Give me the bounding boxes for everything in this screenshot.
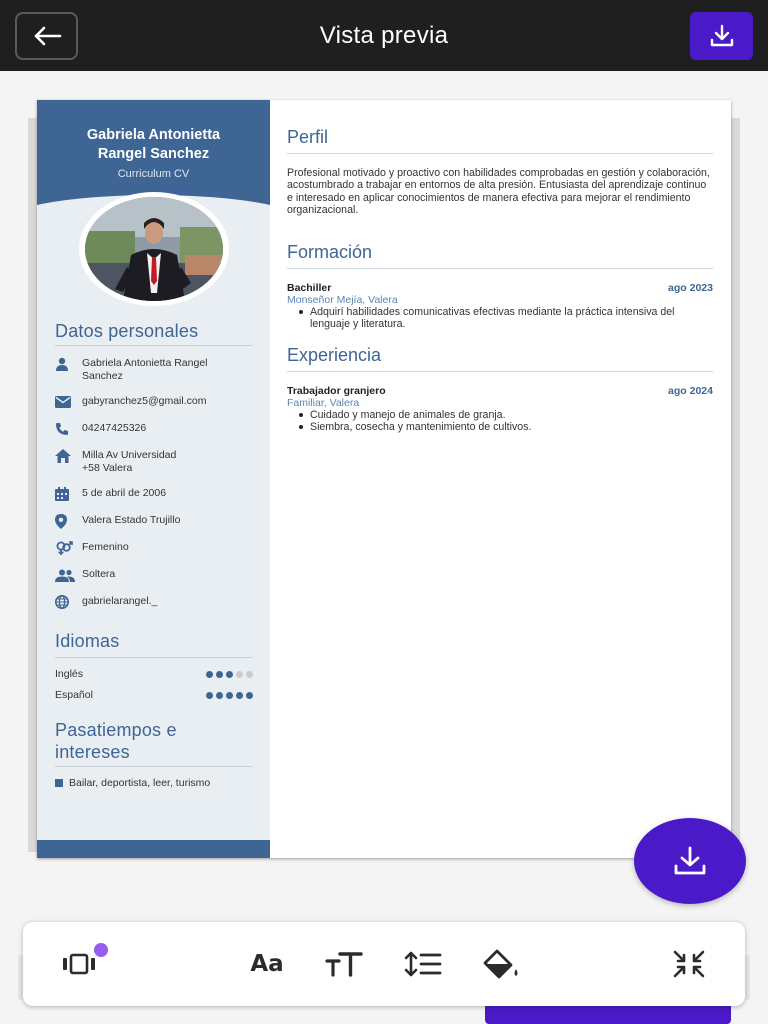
resume-name xyxy=(37,126,270,164)
language-name: Español xyxy=(55,689,93,701)
name-line-2: Rangel Sanchez xyxy=(97,146,210,162)
info-row-phone xyxy=(55,422,255,436)
personal-data-heading: Datos personales xyxy=(55,321,199,341)
line-spacing-icon xyxy=(404,951,442,977)
divider xyxy=(287,371,713,372)
education-date: ago 2023 xyxy=(668,282,713,294)
divider xyxy=(287,268,713,269)
page-title: Vista previa xyxy=(319,22,449,49)
gender-icon xyxy=(55,541,75,555)
resume-sidebar xyxy=(37,100,270,858)
info-row-web xyxy=(55,595,255,609)
person-icon xyxy=(55,357,75,371)
text-size-icon xyxy=(325,951,363,977)
divider xyxy=(55,345,252,346)
info-row-name xyxy=(55,357,255,382)
language-level-dots xyxy=(206,692,253,699)
info-text: Sanchez xyxy=(82,369,123,382)
languages-heading: Idiomas xyxy=(55,631,120,651)
education-bullets xyxy=(299,306,713,331)
download-icon xyxy=(709,23,735,49)
font-icon: Aa xyxy=(250,951,284,977)
info-text: Gabriela Antonietta Rangel xyxy=(82,357,208,369)
mail-icon xyxy=(55,395,75,409)
language-row-spanish xyxy=(55,688,253,702)
people-icon xyxy=(55,568,75,582)
info-text: Soltera xyxy=(82,568,116,580)
info-text: Femenino xyxy=(82,541,129,553)
text-size-button[interactable] xyxy=(322,942,366,986)
info-text: 04247425326 xyxy=(82,422,147,434)
download-button[interactable] xyxy=(690,12,753,60)
collapse-button[interactable] xyxy=(667,942,711,986)
info-text: gabrielarangel._ xyxy=(82,595,158,607)
hobbies-heading-line: intereses xyxy=(55,742,130,762)
square-bullet-icon xyxy=(55,779,63,787)
info-row-gender xyxy=(55,541,255,555)
download-fab[interactable] xyxy=(634,818,746,904)
profile-text: Profesional motivado y proactivo con habilidades comprobadas en gestión y colaboración, acostumbrado a trabajar en entornos de alta presión. Entusiasta del aprendizaje continuo e interesado en aplicar conocimientos de manera efectiva para mejorar el rendimiento organizacional. xyxy=(287,167,710,217)
calendar-icon xyxy=(55,487,75,501)
language-level-dots xyxy=(206,671,253,678)
hobby-item xyxy=(55,777,210,789)
divider xyxy=(287,153,713,154)
info-text: Milla Av Universidad xyxy=(82,449,177,461)
education-title: Bachiller xyxy=(287,282,332,294)
experience-place: Familiar, Valera xyxy=(287,397,360,409)
download-icon xyxy=(673,846,707,876)
education-place: Monseñor Mejía, Valera xyxy=(287,294,398,306)
notification-badge xyxy=(94,943,108,957)
experience-bullets xyxy=(299,409,713,434)
collapse-icon xyxy=(672,949,706,979)
info-text: gabyranchez5@gmail.com xyxy=(82,395,207,407)
resume-preview[interactable] xyxy=(37,100,731,858)
experience-heading: Experiencia xyxy=(287,345,382,365)
top-app-bar xyxy=(0,0,768,71)
profile-heading: Perfil xyxy=(287,127,329,147)
language-name: Inglés xyxy=(55,668,84,680)
fill-color-button[interactable] xyxy=(479,942,523,986)
info-text: Valera Estado Trujillo xyxy=(82,514,181,526)
carousel-template-icon xyxy=(60,953,98,975)
experience-title: Trabajador granjero xyxy=(287,385,386,397)
profile-photo xyxy=(85,197,223,301)
divider xyxy=(55,657,252,658)
bottom-toolbar xyxy=(23,922,745,1006)
experience-date: ago 2024 xyxy=(668,385,713,397)
font-button[interactable] xyxy=(245,942,289,986)
globe-icon xyxy=(55,595,75,609)
info-text: 5 de abril de 2006 xyxy=(82,487,167,499)
line-spacing-button[interactable] xyxy=(401,942,445,986)
education-heading: Formación xyxy=(287,242,373,262)
list-item: Cuidado y manejo de animales de granja. xyxy=(299,409,713,421)
paint-bucket-icon xyxy=(481,949,521,979)
hobby-text: Bailar, deportista, leer, turismo xyxy=(69,777,211,789)
location-pin-icon xyxy=(55,514,75,528)
list-item: Adquirí habilidades comunicativas efectivas mediante la práctica intensiva del lenguaje y literatura. xyxy=(299,306,713,331)
info-text: +58 Valera xyxy=(82,461,133,474)
info-row-location xyxy=(55,514,255,528)
list-item: Siembra, cosecha y mantenimiento de cultivos. xyxy=(299,421,713,433)
hobbies-heading-line: Pasatiempos e xyxy=(55,720,177,740)
info-row-marital xyxy=(55,568,255,582)
info-row-email xyxy=(55,395,255,409)
name-line-1: Gabriela Antonietta xyxy=(86,127,221,143)
info-row-birthdate xyxy=(55,487,255,501)
home-icon xyxy=(55,449,75,463)
divider xyxy=(55,766,252,767)
phone-icon xyxy=(55,422,75,436)
resume-subtitle: Curriculum CV xyxy=(117,168,190,180)
hobbies-heading xyxy=(55,719,177,763)
info-row-address xyxy=(55,449,255,474)
language-row-english xyxy=(55,667,253,681)
